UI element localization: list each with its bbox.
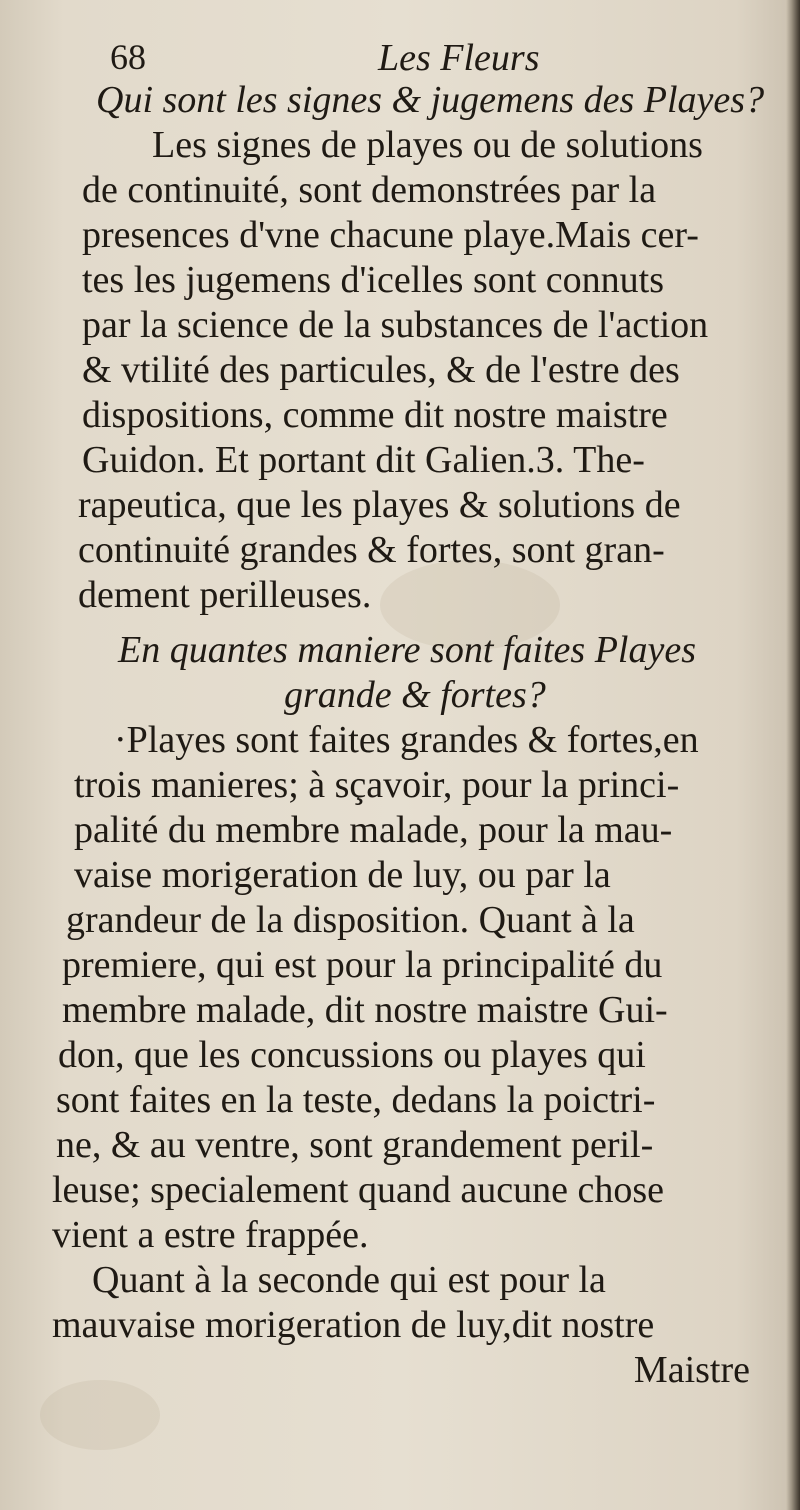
page-number: 68 xyxy=(110,37,146,77)
running-title: Les Fleurs xyxy=(378,37,540,79)
text-line: sont faites en la teste, dedans la poictri- xyxy=(56,1079,656,1121)
text-line: grandeur de la disposition. Quant à la xyxy=(66,899,635,941)
text-line: trois manieres; à sçavoir, pour la princi- xyxy=(74,764,680,806)
page-gutter-edge xyxy=(786,0,800,1510)
text-line: Guidon. Et portant dit Galien.3. The- xyxy=(82,439,645,481)
text-line: membre malade, dit nostre maistre Gui- xyxy=(62,989,668,1031)
section-heading: grande & fortes? xyxy=(284,674,546,716)
section-heading: En quantes maniere sont faites Playes xyxy=(118,629,696,671)
text-line: presences d'vne chacune playe.Mais cer- xyxy=(82,214,699,256)
text-line: Les signes de playes ou de solutions xyxy=(152,124,703,166)
text-line: vient a estre frappée. xyxy=(52,1214,369,1256)
text-line: & vtilité des particules, & de l'estre des xyxy=(82,349,680,391)
text-line: don, que les concussions ou playes qui xyxy=(58,1034,646,1076)
text-line: rapeutica, que les playes & solutions de xyxy=(78,484,681,526)
text-line: dement perilleuses. xyxy=(78,574,372,616)
text-line: premiere, qui est pour la principalité du xyxy=(62,944,663,986)
text-line: mauvaise morigeration de luy,dit nostre xyxy=(52,1304,655,1346)
text-line: ne, & au ventre, sont grandement peril- xyxy=(56,1124,654,1166)
text-line: tes les jugemens d'icelles sont connuts xyxy=(82,259,665,301)
text-line: ·Playes sont faites grandes & fortes,en xyxy=(114,719,699,761)
page-text xyxy=(52,78,774,1393)
section-heading: Qui sont les signes & jugemens des Playes? xyxy=(96,79,765,121)
text-line: dispositions, comme dit nostre maistre xyxy=(82,394,668,436)
text-line: vaise morigeration de luy, ou par la xyxy=(74,854,611,896)
catchword: Maistre xyxy=(633,1349,750,1391)
running-head xyxy=(110,30,670,80)
text-line: par la science de la substances de l'action xyxy=(82,304,709,346)
text-line: palité du membre malade, pour la mau- xyxy=(74,809,673,851)
text-line: leuse; specialement quand aucune chose xyxy=(52,1169,664,1211)
text-line: continuité grandes & fortes, sont gran- xyxy=(78,529,665,571)
text-line: Quant à la seconde qui est pour la xyxy=(92,1259,606,1301)
text-line: de continuité, sont demonstrées par la xyxy=(82,169,657,211)
